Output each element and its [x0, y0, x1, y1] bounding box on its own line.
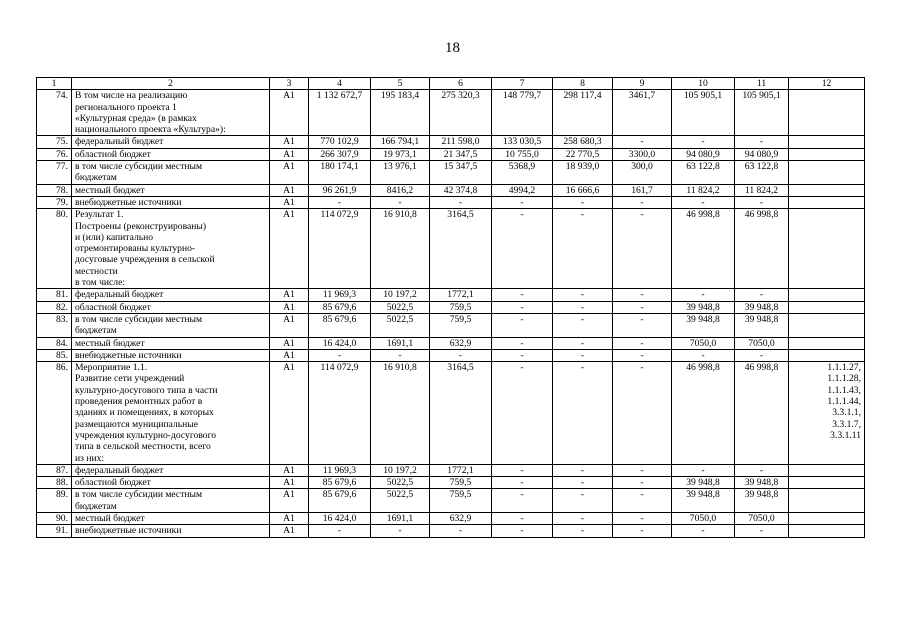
description-cell: Мероприятие 1.1. Развитие сети учреждений культурно-досугового типа в части проведения ремонтных работ в зданиях и помещениях, в которых размещаются муниципальные учреждения культурно-досугового типа в сельской местности, всего из них: — [72, 362, 270, 465]
value-cell: 19 973,1 — [371, 148, 430, 160]
description-cell: федеральный бюджет — [72, 136, 270, 148]
code-cell: А1 — [270, 289, 309, 301]
value-cell: - — [613, 362, 672, 465]
value-cell: 3164,5 — [430, 362, 492, 465]
description-cell: внебюджетные источники — [72, 525, 270, 537]
value-cell: - — [613, 349, 672, 361]
description-cell: федеральный бюджет — [72, 289, 270, 301]
code-cell: А1 — [270, 512, 309, 524]
value-cell: - — [553, 301, 613, 313]
value-cell: 39 948,8 — [672, 301, 735, 313]
header-cell: 10 — [672, 78, 735, 90]
reference-cell — [789, 313, 865, 337]
description-cell: в том числе субсидии местным бюджетам — [72, 313, 270, 337]
value-cell: - — [553, 196, 613, 208]
value-cell: 18 939,0 — [553, 161, 613, 185]
code-cell: А1 — [270, 90, 309, 136]
value-cell: - — [492, 489, 553, 513]
header-cell: 7 — [492, 78, 553, 90]
value-cell: - — [309, 196, 371, 208]
value-cell: - — [553, 313, 613, 337]
value-cell: - — [613, 512, 672, 524]
value-cell: 105 905,1 — [735, 90, 789, 136]
row-number-cell: 76. — [37, 148, 72, 160]
value-cell: 22 770,5 — [553, 148, 613, 160]
value-cell: - — [309, 349, 371, 361]
table-row — [37, 209, 865, 289]
value-cell: 39 948,8 — [735, 313, 789, 337]
reference-cell — [789, 289, 865, 301]
value-cell: 15 347,5 — [430, 161, 492, 185]
description-cell: федеральный бюджет — [72, 464, 270, 476]
table-row — [37, 337, 865, 349]
row-number-cell: 82. — [37, 301, 72, 313]
reference-cell — [789, 136, 865, 148]
value-cell: 148 779,7 — [492, 90, 553, 136]
value-cell: 16 424,0 — [309, 512, 371, 524]
value-cell: - — [371, 196, 430, 208]
value-cell: 1772,1 — [430, 289, 492, 301]
value-cell: - — [672, 136, 735, 148]
value-cell: - — [735, 464, 789, 476]
value-cell: - — [553, 337, 613, 349]
value-cell: - — [553, 512, 613, 524]
value-cell: 114 072,9 — [309, 362, 371, 465]
value-cell: 94 080,9 — [672, 148, 735, 160]
value-cell: - — [613, 209, 672, 289]
description-cell: в том числе субсидии местным бюджетам — [72, 489, 270, 513]
value-cell: 85 679,6 — [309, 489, 371, 513]
header-cell: 5 — [371, 78, 430, 90]
table-row — [37, 90, 865, 136]
value-cell: 7050,0 — [735, 512, 789, 524]
value-cell: 5368,9 — [492, 161, 553, 185]
value-cell: - — [553, 464, 613, 476]
value-cell: 759,5 — [430, 301, 492, 313]
table-row — [37, 512, 865, 524]
row-number-cell: 79. — [37, 196, 72, 208]
value-cell: 46 998,8 — [672, 209, 735, 289]
description-cell: В том числе на реализацию регионального проекта 1 «Культурная среда» (в рамках национального проекта «Культура»): — [72, 90, 270, 136]
value-cell: 21 347,5 — [430, 148, 492, 160]
value-cell: 770 102,9 — [309, 136, 371, 148]
reference-cell — [789, 512, 865, 524]
value-cell: - — [672, 525, 735, 537]
value-cell: 39 948,8 — [672, 313, 735, 337]
value-cell: - — [735, 349, 789, 361]
value-cell: 298 117,4 — [553, 90, 613, 136]
code-cell: А1 — [270, 161, 309, 185]
value-cell: 166 794,1 — [371, 136, 430, 148]
code-cell: А1 — [270, 349, 309, 361]
value-cell: - — [492, 477, 553, 489]
value-cell: - — [613, 136, 672, 148]
value-cell: 5022,5 — [371, 477, 430, 489]
value-cell: 266 307,9 — [309, 148, 371, 160]
value-cell: 11 824,2 — [672, 184, 735, 196]
header-cell: 3 — [270, 78, 309, 90]
value-cell: - — [553, 525, 613, 537]
value-cell: - — [430, 349, 492, 361]
row-number-cell: 85. — [37, 349, 72, 361]
row-number-cell: 77. — [37, 161, 72, 185]
value-cell: - — [492, 464, 553, 476]
value-cell: 63 122,8 — [735, 161, 789, 185]
value-cell: 46 998,8 — [672, 362, 735, 465]
row-number-cell: 75. — [37, 136, 72, 148]
value-cell: 16 910,8 — [371, 362, 430, 465]
value-cell: - — [613, 313, 672, 337]
header-row — [37, 78, 865, 90]
header-cell: 8 — [553, 78, 613, 90]
reference-cell — [789, 196, 865, 208]
description-cell: областной бюджет — [72, 301, 270, 313]
value-cell: - — [492, 301, 553, 313]
table-row — [37, 489, 865, 513]
value-cell: 275 320,3 — [430, 90, 492, 136]
value-cell: 11 824,2 — [735, 184, 789, 196]
description-cell: Результат 1. Построены (реконструированы) и (или) капитально отремонтированы культурно- досуговые учреждения в сельской местности в том числе: — [72, 209, 270, 289]
value-cell: 11 969,3 — [309, 464, 371, 476]
value-cell: - — [553, 477, 613, 489]
value-cell: - — [613, 196, 672, 208]
value-cell: - — [735, 196, 789, 208]
table-body — [37, 78, 865, 538]
header-cell: 12 — [789, 78, 865, 90]
budget-table — [36, 77, 865, 538]
value-cell: 85 679,6 — [309, 477, 371, 489]
description-cell: внебюджетные источники — [72, 196, 270, 208]
value-cell: - — [371, 349, 430, 361]
value-cell: - — [553, 362, 613, 465]
value-cell: - — [430, 196, 492, 208]
row-number-cell: 87. — [37, 464, 72, 476]
code-cell: А1 — [270, 209, 309, 289]
description-cell: местный бюджет — [72, 512, 270, 524]
value-cell: - — [492, 349, 553, 361]
reference-cell — [789, 161, 865, 185]
table-row — [37, 136, 865, 148]
value-cell: - — [553, 349, 613, 361]
code-cell: А1 — [270, 148, 309, 160]
value-cell: - — [492, 512, 553, 524]
value-cell: - — [613, 464, 672, 476]
value-cell: - — [672, 349, 735, 361]
table-row — [37, 313, 865, 337]
table-row — [37, 289, 865, 301]
value-cell: 161,7 — [613, 184, 672, 196]
value-cell: 3461,7 — [613, 90, 672, 136]
reference-cell — [789, 337, 865, 349]
value-cell: 16 424,0 — [309, 337, 371, 349]
code-cell: А1 — [270, 464, 309, 476]
reference-cell — [789, 184, 865, 196]
row-number-cell: 81. — [37, 289, 72, 301]
header-cell: 11 — [735, 78, 789, 90]
value-cell: 1 132 672,7 — [309, 90, 371, 136]
description-cell: областной бюджет — [72, 477, 270, 489]
description-cell: местный бюджет — [72, 337, 270, 349]
header-cell: 2 — [72, 78, 270, 90]
value-cell: 632,9 — [430, 512, 492, 524]
description-cell: областной бюджет — [72, 148, 270, 160]
value-cell: - — [430, 525, 492, 537]
value-cell: 10 197,2 — [371, 289, 430, 301]
value-cell: - — [553, 209, 613, 289]
value-cell: 63 122,8 — [672, 161, 735, 185]
value-cell: - — [613, 301, 672, 313]
value-cell: - — [309, 525, 371, 537]
row-number-cell: 80. — [37, 209, 72, 289]
row-number-cell: 83. — [37, 313, 72, 337]
value-cell: - — [492, 209, 553, 289]
reference-cell — [789, 349, 865, 361]
value-cell: 11 969,3 — [309, 289, 371, 301]
page-number: 18 — [445, 40, 460, 56]
reference-cell — [789, 525, 865, 537]
value-cell: 39 948,8 — [735, 489, 789, 513]
code-cell: А1 — [270, 337, 309, 349]
code-cell: А1 — [270, 489, 309, 513]
reference-cell — [789, 489, 865, 513]
value-cell: 133 030,5 — [492, 136, 553, 148]
value-cell: 300,0 — [613, 161, 672, 185]
table-row — [37, 349, 865, 361]
value-cell: - — [371, 525, 430, 537]
header-cell: 1 — [37, 78, 72, 90]
row-number-cell: 88. — [37, 477, 72, 489]
value-cell: - — [492, 289, 553, 301]
value-cell: - — [492, 362, 553, 465]
value-cell: 39 948,8 — [735, 477, 789, 489]
value-cell: 1691,1 — [371, 512, 430, 524]
header-cell: 4 — [309, 78, 371, 90]
table-row — [37, 184, 865, 196]
value-cell: - — [492, 196, 553, 208]
value-cell: - — [735, 136, 789, 148]
reference-cell — [789, 148, 865, 160]
row-number-cell: 91. — [37, 525, 72, 537]
table-row — [37, 525, 865, 537]
row-number-cell: 78. — [37, 184, 72, 196]
value-cell: 632,9 — [430, 337, 492, 349]
table-row — [37, 196, 865, 208]
code-cell: А1 — [270, 136, 309, 148]
reference-cell: 1.1.1.27, 1.1.1.28, 1.1.1.43, 1.1.1.44, 3.3.1.1, 3.3.1.7, 3.3.1.11 — [789, 362, 865, 465]
value-cell: 7050,0 — [735, 337, 789, 349]
value-cell: - — [672, 196, 735, 208]
reference-cell — [789, 209, 865, 289]
value-cell: 13 976,1 — [371, 161, 430, 185]
code-cell: А1 — [270, 196, 309, 208]
row-number-cell: 86. — [37, 362, 72, 465]
value-cell: 5022,5 — [371, 489, 430, 513]
value-cell: 258 680,3 — [553, 136, 613, 148]
code-cell: А1 — [270, 525, 309, 537]
value-cell: 16 910,8 — [371, 209, 430, 289]
value-cell: - — [613, 477, 672, 489]
value-cell: 85 679,6 — [309, 313, 371, 337]
table-row — [37, 161, 865, 185]
value-cell: 3164,5 — [430, 209, 492, 289]
value-cell: - — [613, 489, 672, 513]
header-cell: 6 — [430, 78, 492, 90]
value-cell: - — [492, 337, 553, 349]
value-cell: 3300,0 — [613, 148, 672, 160]
value-cell: - — [672, 464, 735, 476]
value-cell: 4994,2 — [492, 184, 553, 196]
row-number-cell: 90. — [37, 512, 72, 524]
value-cell: 46 998,8 — [735, 209, 789, 289]
value-cell: 46 998,8 — [735, 362, 789, 465]
description-cell: местный бюджет — [72, 184, 270, 196]
value-cell: 10 197,2 — [371, 464, 430, 476]
value-cell: 5022,5 — [371, 313, 430, 337]
value-cell: - — [735, 289, 789, 301]
description-cell: в том числе субсидии местным бюджетам — [72, 161, 270, 185]
value-cell: 1772,1 — [430, 464, 492, 476]
table-row — [37, 477, 865, 489]
reference-cell — [789, 301, 865, 313]
header-cell: 9 — [613, 78, 672, 90]
table-row — [37, 301, 865, 313]
row-number-cell: 89. — [37, 489, 72, 513]
value-cell: 211 598,0 — [430, 136, 492, 148]
value-cell: 39 948,8 — [735, 301, 789, 313]
value-cell: 759,5 — [430, 313, 492, 337]
value-cell: - — [613, 289, 672, 301]
value-cell: 759,5 — [430, 489, 492, 513]
value-cell: 195 183,4 — [371, 90, 430, 136]
value-cell: 39 948,8 — [672, 489, 735, 513]
value-cell: 94 080,9 — [735, 148, 789, 160]
code-cell: А1 — [270, 362, 309, 465]
value-cell: 7050,0 — [672, 512, 735, 524]
description-cell: внебюджетные источники — [72, 349, 270, 361]
value-cell: 42 374,8 — [430, 184, 492, 196]
value-cell: 105 905,1 — [672, 90, 735, 136]
value-cell: - — [492, 525, 553, 537]
value-cell: - — [492, 313, 553, 337]
value-cell: 8416,2 — [371, 184, 430, 196]
value-cell: 96 261,9 — [309, 184, 371, 196]
value-cell: - — [613, 525, 672, 537]
value-cell: 10 755,0 — [492, 148, 553, 160]
code-cell: А1 — [270, 301, 309, 313]
value-cell: 180 174,1 — [309, 161, 371, 185]
value-cell: - — [613, 337, 672, 349]
reference-cell — [789, 464, 865, 476]
value-cell: 5022,5 — [371, 301, 430, 313]
row-number-cell: 74. — [37, 90, 72, 136]
value-cell: 114 072,9 — [309, 209, 371, 289]
table-row — [37, 464, 865, 476]
code-cell: А1 — [270, 184, 309, 196]
value-cell: - — [735, 525, 789, 537]
value-cell: 759,5 — [430, 477, 492, 489]
code-cell: А1 — [270, 477, 309, 489]
value-cell: 85 679,6 — [309, 301, 371, 313]
reference-cell — [789, 477, 865, 489]
value-cell: 7050,0 — [672, 337, 735, 349]
value-cell: 39 948,8 — [672, 477, 735, 489]
table-row — [37, 362, 865, 465]
table-row — [37, 148, 865, 160]
value-cell: - — [553, 289, 613, 301]
code-cell: А1 — [270, 313, 309, 337]
value-cell: - — [672, 289, 735, 301]
reference-cell — [789, 90, 865, 136]
value-cell: 16 666,6 — [553, 184, 613, 196]
value-cell: - — [553, 489, 613, 513]
value-cell: 1691,1 — [371, 337, 430, 349]
row-number-cell: 84. — [37, 337, 72, 349]
